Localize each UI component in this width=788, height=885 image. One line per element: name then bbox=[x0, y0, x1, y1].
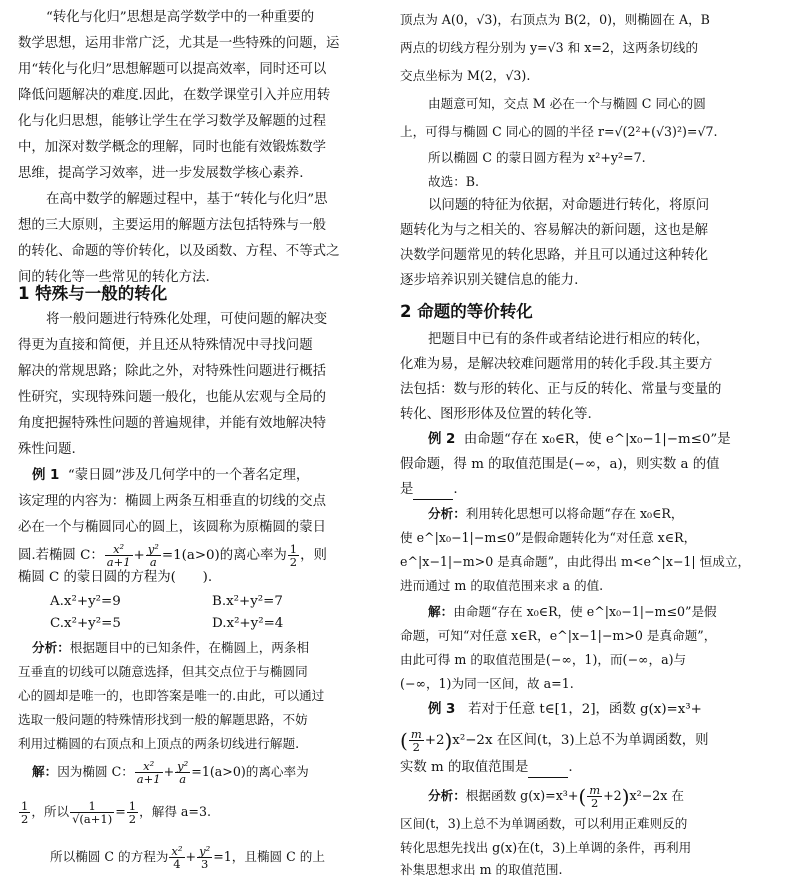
option-c: C.x²+y²=5 bbox=[50, 616, 121, 631]
paren: ( bbox=[578, 784, 587, 809]
analysis-label: 分析： bbox=[428, 506, 466, 521]
option-b: B.x²+y²=7 bbox=[212, 594, 283, 609]
denominator: 2 bbox=[128, 812, 137, 826]
plus: + bbox=[163, 764, 175, 779]
answer-blank bbox=[413, 485, 453, 500]
fraction bbox=[288, 543, 299, 568]
denominator: 2 bbox=[289, 555, 298, 569]
paragraph-line: 决数学问题常见的转化思路，并且可以通过这种转化 bbox=[400, 248, 708, 263]
fraction bbox=[135, 760, 163, 785]
denominator: 2 bbox=[591, 796, 599, 810]
denominator: a bbox=[149, 555, 157, 569]
numerator: m bbox=[410, 727, 422, 741]
intro-line: 思维，提高学习效率，进一步发展数学核心素养. bbox=[18, 166, 304, 181]
example-1-line: 必在一个与椭圆同心的圆上，该圆称为原椭圆的蒙日 bbox=[18, 520, 326, 535]
text: +2 bbox=[603, 788, 622, 803]
numerator: 1 bbox=[21, 799, 29, 813]
fraction bbox=[105, 543, 133, 568]
text: 所以椭圆 C 的方程为 bbox=[50, 849, 169, 864]
text: 是 bbox=[400, 482, 414, 497]
intro-line: “转化与化归”思想是高学数学中的一种重要的 bbox=[46, 10, 315, 25]
paren: ) bbox=[621, 784, 630, 809]
numerator: m bbox=[589, 783, 601, 797]
fraction bbox=[175, 760, 190, 785]
intro-line: 想的三大原则，主要运用的解题方法包括特殊与一般 bbox=[18, 218, 326, 233]
fraction bbox=[169, 845, 184, 870]
denominator: a bbox=[179, 772, 187, 786]
solution-cont-line: 顶点为 A(0，√3)，右顶点为 B(2，0)，则椭圆在 A，B bbox=[400, 12, 710, 27]
example-3-line: 实数 m 的取值范围是 . bbox=[400, 758, 573, 778]
text: =1(a>0)的离心率为 bbox=[161, 548, 287, 563]
text: 由命题“存在 x₀∈R，使 e^|x₀−1|−m≤0”是假 bbox=[453, 604, 717, 619]
fraction bbox=[587, 784, 602, 809]
section-line: 角度把握特殊性问题的普遍规律，并能有效地解决特 bbox=[18, 416, 326, 431]
solution-line: 命题，可知“对任意 x∈R，e^|x−1|−m>0 是真命题”， bbox=[400, 628, 717, 643]
text: 实数 m 的取值范围是 bbox=[400, 760, 529, 775]
fraction bbox=[19, 800, 30, 825]
section-heading-1: 1 特殊与一般的转化 bbox=[18, 284, 168, 303]
numerator: 1 bbox=[128, 799, 137, 813]
section-line: 解决的常规思路；除此之外，对特殊性问题进行概括 bbox=[18, 364, 326, 379]
numerator: y² bbox=[177, 759, 189, 773]
paren: ) bbox=[444, 728, 453, 753]
fraction bbox=[127, 800, 138, 825]
example-2-line: 假命题，得 m 的取值范围是(−∞，a)，则实数 a 的值 bbox=[400, 457, 720, 472]
example-3-line bbox=[400, 728, 709, 753]
numerator: 1 bbox=[70, 800, 114, 813]
section-line: 化难为易，是解决较难问题常用的转化手段.其主要方 bbox=[400, 357, 713, 372]
solution-cont-line: 所以椭圆 C 的蒙日圆方程为 x²+y²=7. bbox=[428, 150, 646, 165]
section-line: 把题目中已有的条件或者结论进行相应的转化， bbox=[428, 332, 710, 347]
example-1-line bbox=[32, 466, 309, 486]
paragraph-line: 题转化为与之相关的、容易解决的新问题，这也是解 bbox=[400, 223, 708, 238]
analysis-line: e^|x−1|−m>0 是真命题”，由此得出 m<e^|x−1| 恒成立， bbox=[400, 554, 751, 569]
option-a: A.x²+y²=9 bbox=[50, 594, 121, 609]
intro-line: 数学思想，运用非常广泛，尤其是一些特殊的问题，运 bbox=[18, 36, 340, 51]
example-1-line: 该定理的内容为：椭圆上两条互相垂直的切线的交点 bbox=[18, 494, 326, 509]
text: 根据题目中的已知条件，在椭圆上，两条相 bbox=[69, 640, 310, 655]
example-2-label: 例 2 bbox=[428, 432, 456, 447]
analysis-line: 使 e^|x₀−1|−m≤0”是假命题转化为“对任意 x∈R， bbox=[400, 530, 697, 545]
text: x²−2x 在 bbox=[629, 788, 684, 803]
section-line: 性研究，实现特殊问题一般化，也能从宏观与全局的 bbox=[18, 390, 326, 405]
denominator: 3 bbox=[200, 857, 209, 871]
analysis-line: 区间(t，3)上总不为单调函数，可以利用正难则反的 bbox=[400, 816, 688, 831]
analysis-line bbox=[32, 638, 309, 658]
analysis-line bbox=[428, 504, 684, 524]
solution-label: 解： bbox=[32, 764, 58, 779]
fraction bbox=[409, 728, 424, 753]
solution-cont-line: 上，可得与椭圆 C 同心的圆的半径 r=√(2²+(√3)²)=√7. bbox=[400, 124, 718, 139]
example-2-line bbox=[428, 430, 731, 450]
section-heading-2: 2 命题的等价转化 bbox=[400, 302, 533, 321]
example-1-equation-line bbox=[18, 543, 327, 568]
solution-cont-line: 故选：B. bbox=[428, 174, 480, 189]
example-1-label: 例 1 bbox=[32, 468, 60, 483]
example-3-label: 例 3 bbox=[428, 702, 456, 717]
solution-line bbox=[50, 845, 325, 870]
paragraph-line: 以问题的特征为依据，对命题进行转化，将原问 bbox=[428, 198, 710, 213]
intro-line: 在高中数学的解题过程中，基于“转化与化归”思 bbox=[46, 192, 328, 207]
solution-line bbox=[32, 760, 309, 785]
text: 根据函数 g(x)=x³+ bbox=[465, 788, 579, 803]
analysis-line: 转化思想先找出 g(x)在(t，3)上单调的条件，再利用 bbox=[400, 840, 692, 855]
paren: ( bbox=[400, 728, 408, 753]
denominator: a+1 bbox=[106, 555, 131, 569]
fraction bbox=[146, 543, 161, 568]
example-1-line: 椭圆 C 的蒙日圆的方程为( ). bbox=[18, 570, 213, 585]
text: ，解得 a=3. bbox=[139, 804, 211, 819]
answer-blank bbox=[528, 763, 568, 778]
text: 若对于任意 t∈[1，2]，函数 g(x)=x³+ bbox=[468, 702, 702, 717]
numerator: x² bbox=[171, 844, 183, 858]
denominator: 2 bbox=[21, 812, 29, 826]
example-3-line bbox=[428, 700, 702, 720]
text: 圆.若椭圆 C： bbox=[18, 548, 104, 563]
denominator: a+1 bbox=[136, 772, 161, 786]
analysis-line: 利用过椭圆的右顶点和上顶点的两条切线进行解题. bbox=[18, 736, 300, 751]
text: =1(a>0)的离心率为 bbox=[191, 764, 309, 779]
analysis-line bbox=[428, 784, 684, 809]
text: 利用转化思想可以将命题“存在 x₀∈R， bbox=[465, 506, 684, 521]
analysis-line: 选取一般问题的特殊情形找到一般的解题思路，不妨 bbox=[18, 712, 308, 727]
intro-line: 间的转化等一些常见的转化方法. bbox=[18, 270, 210, 285]
numerator: x² bbox=[135, 760, 163, 773]
solution-label: 解： bbox=[428, 604, 454, 619]
fraction bbox=[70, 800, 114, 825]
text: = bbox=[115, 804, 126, 819]
intro-line: 化与化归思想，能够让学生在学习数学及解题的过程 bbox=[18, 114, 326, 129]
section-line: 法包括：数与形的转化、正与反的转化、常量与变量的 bbox=[400, 382, 722, 397]
section-line: 得更为直接和简便，并且还从特殊情况中寻找问题 bbox=[18, 338, 313, 353]
solution-line: (−∞，1)为同一区间，故 a=1. bbox=[400, 676, 574, 691]
paragraph-line: 逐步培养识别关键信息的能力. bbox=[400, 273, 579, 288]
solution-cont-line: 由题意可知，交点 M 必在一个与椭圆 C 同心的圆 bbox=[428, 96, 706, 111]
numerator: y² bbox=[147, 542, 159, 556]
example-2-line: 是 . bbox=[400, 480, 458, 500]
analysis-label: 分析： bbox=[32, 640, 70, 655]
intro-line: 用“转化与化归”思想解题可以提高效率，同时还可以 bbox=[18, 62, 327, 77]
solution-line bbox=[428, 602, 717, 622]
text: =1，且椭圆 C 的上 bbox=[213, 849, 325, 864]
text: ，所以 bbox=[31, 804, 70, 819]
fraction bbox=[197, 845, 212, 870]
denominator: √(a+1) bbox=[72, 812, 113, 826]
section-line: 将一般问题进行特殊化处理，可使问题的解决变 bbox=[46, 312, 328, 327]
intro-line: 降低问题解决的难度.因此，在数学课堂引入并应用转 bbox=[18, 88, 331, 103]
option-d: D.x²+y²=4 bbox=[212, 616, 284, 631]
analysis-line: 心的圆却是唯一的，也即答案是唯一的.由此，可以通过 bbox=[18, 688, 325, 703]
solution-line: 由此可得 m 的取值范围是(−∞，1)，而(−∞，a)与 bbox=[400, 652, 687, 667]
analysis-line: 互垂直的切线可以随意选择，但其交点位于与椭圆同 bbox=[18, 664, 308, 679]
numerator: y² bbox=[199, 844, 211, 858]
plus: + bbox=[185, 849, 197, 864]
analysis-label: 分析： bbox=[428, 788, 466, 803]
denominator: 4 bbox=[173, 857, 181, 871]
section-line: 转化、图形形体及位置的转化等. bbox=[400, 407, 592, 422]
numerator: 1 bbox=[289, 542, 298, 556]
section-line: 殊性问题. bbox=[18, 442, 76, 457]
text: 由命题“存在 x₀∈R，使 e^|x₀−1|−m≤0”是 bbox=[463, 432, 731, 447]
numerator: x² bbox=[105, 543, 133, 556]
denominator: 2 bbox=[412, 740, 420, 754]
solution-line bbox=[18, 800, 211, 825]
example-1-text: “蒙日圆”涉及几何学中的一个著名定理， bbox=[67, 468, 310, 483]
intro-line: 的转化、命题的等价转化，以及函数、方程、不等式之 bbox=[18, 244, 340, 259]
text: ，则 bbox=[300, 548, 327, 563]
plus: + bbox=[133, 548, 145, 563]
solution-cont-line: 交点坐标为 M(2，√3). bbox=[400, 68, 531, 83]
text: +2 bbox=[424, 733, 445, 748]
analysis-line: 进而通过 m 的取值范围来求 a 的值. bbox=[400, 578, 604, 593]
text: 因为椭圆 C： bbox=[57, 764, 134, 779]
analysis-line: 补集思想求出 m 的取值范围. bbox=[400, 862, 563, 877]
text: x²−2x 在区间(t，3)上总不为单调函数，则 bbox=[452, 733, 709, 748]
intro-line: 中，加深对数学概念的理解，同时也能有效锻炼数学 bbox=[18, 140, 326, 155]
solution-cont-line: 两点的切线方程分别为 y=√3 和 x=2，这两条切线的 bbox=[400, 40, 699, 55]
